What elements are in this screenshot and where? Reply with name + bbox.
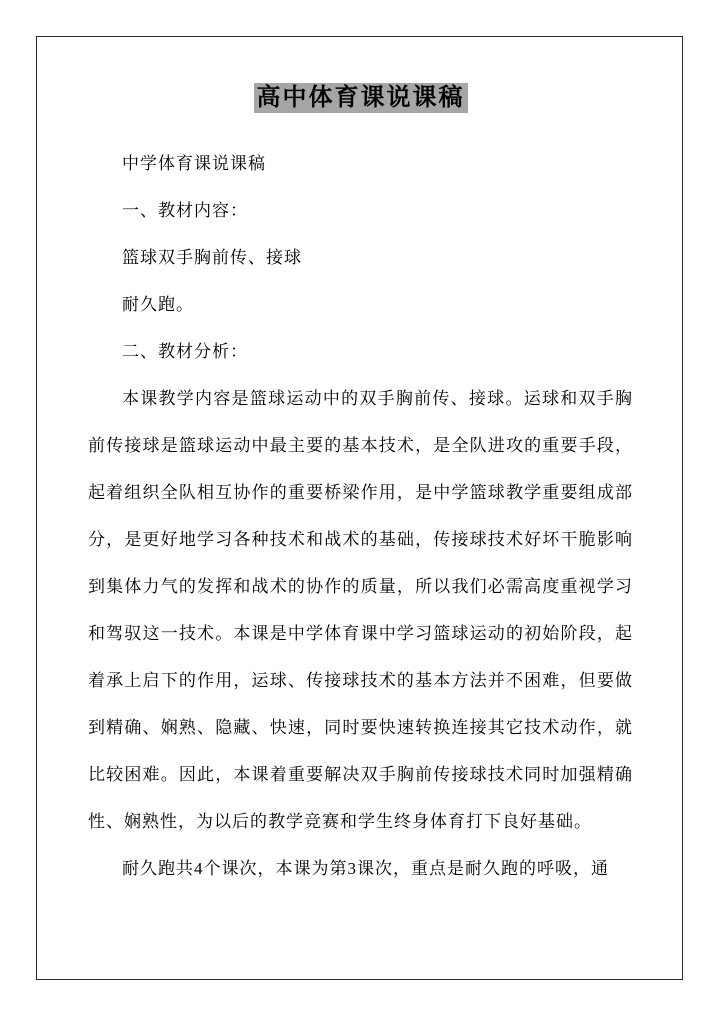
document-title: [88, 82, 633, 114]
paragraph: 耐久跑。: [122, 295, 194, 314]
title-highlight: 高中体育课说课稿: [254, 83, 468, 113]
paragraph-body: 耐久跑共4个课次，本课为第3课次，重点是耐久跑的呼吸，通: [122, 859, 609, 878]
paragraph: 一、教材内容：: [122, 201, 248, 220]
document-content: [88, 82, 633, 892]
paragraph: 中学体育课说课稿: [122, 154, 266, 173]
paragraph: 篮球双手胸前传、接球: [122, 248, 302, 267]
paragraph-body: 本课教学内容是篮球运动中的双手胸前传、接球。运球和双手胸前传接球是篮球运动中最主要的基本技术，是全队进攻的重要手段，起着组织全队相互协作的重要桥梁作用，是中学篮球教学重要组成部分，是更好地学习各种技术和战术的基础，传接球技术好坏干脆影响到集体力气的发挥和战术的协作的质量，所以我们必需高度重视学习和驾驭这一技术。本课是中学体育课中学习篮球运动的初始阶段，起着承上启下的作用，运球、传接球技术的基本方法并不困难，但要做到精确、娴熟、隐藏、快速，同时要快速转换连接其它技术动作，就比较困难。因此，本课着重要解决双手胸前传接球技术同时加强精确性、娴熟性，为以后的教学竞赛和学生终身体育打下良好基础。: [88, 389, 633, 831]
paragraph: 二、教材分析：: [122, 342, 248, 361]
